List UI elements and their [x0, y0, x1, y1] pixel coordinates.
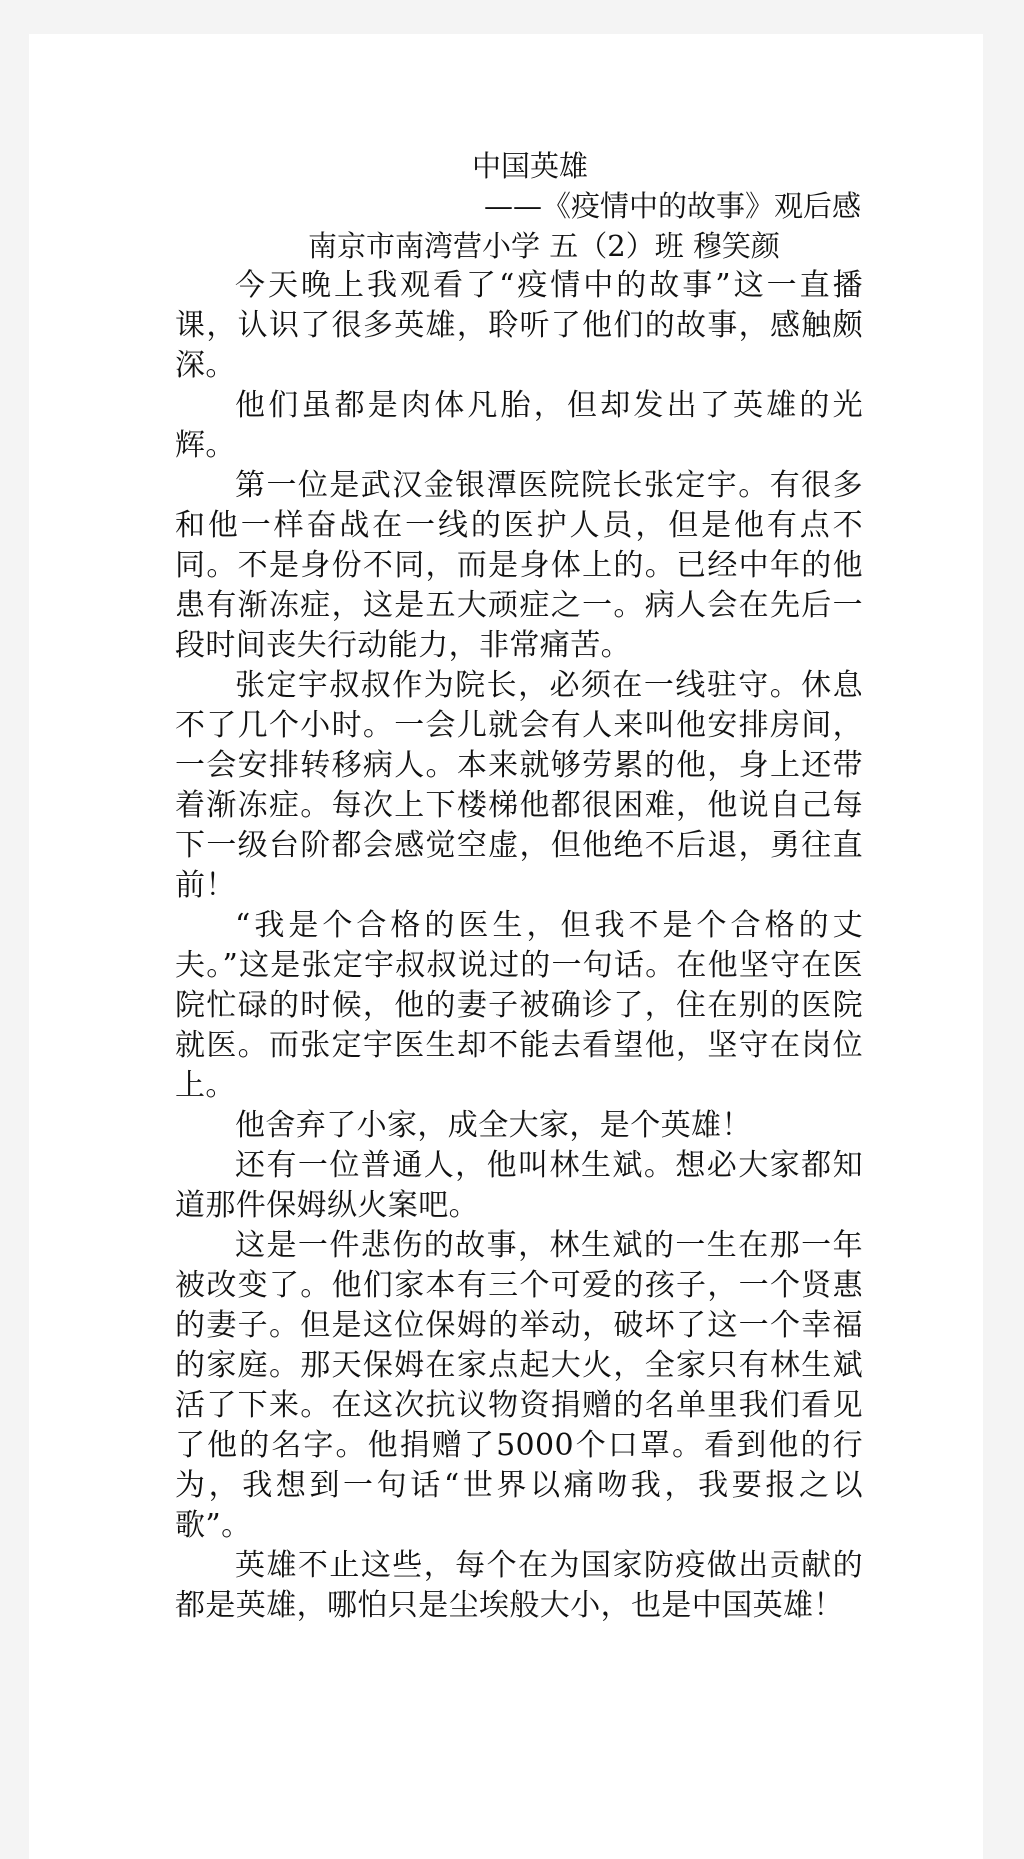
document-page	[29, 34, 983, 1859]
essay-paragraph: 他舍弃了小家，成全大家，是个英雄！	[235, 1108, 752, 1143]
essay-paragraph: “我是个合格的医生，但我不是个合格的丈夫。”这是张定宇叔叔说过的一句话。在他坚守在医院忙碌的时候，他的妻子被确诊了，住在别的医院就医。而张定宇医生却不能去看望他，坚守在岗位上。	[175, 908, 863, 1103]
essay-paragraph: 今天晚上我观看了“疫情中的故事”这一直播课，认识了很多英雄，聆听了他们的故事，感触颇深。	[175, 268, 863, 383]
essay-subtitle: ——《疫情中的故事》观后感	[483, 189, 861, 223]
essay-title: 中国英雄	[471, 149, 588, 183]
essay-paragraph: 张定宇叔叔作为院长，必须在一线驻守。休息不了几个小时。一会儿就会有人来叫他安排房间，一会安排转移病人。本来就够劳累的他，身上还带着渐冻症。每次上下楼梯他都很困难，他说自己每下一级台阶都会感觉空虚，但他绝不后退，勇往直前！	[175, 668, 863, 903]
essay-paragraph: 这是一件悲伤的故事，林生斌的一生在那一年被改变了。他们家本有三个可爱的孩子，一个贤惠的妻子。但是这位保姆的举动，破坏了这一个幸福的家庭。那天保姆在家点起大火，全家只有林生斌活了下来。在这次抗议物资捐赠的名单里我们看见了他的名字。他捐赠了5000个口罩。看到他的行为，我想到一句话“世界以痛吻我，我要报之以歌”。	[175, 1228, 863, 1543]
essay-author: 南京市南湾营小学 五（2）班 穆笑颜	[308, 229, 780, 263]
essay-content	[175, 146, 863, 1626]
essay-paragraph: 第一位是武汉金银潭医院院长张定宇。有很多和他一样奋战在一线的医护人员，但是他有点不同。不是身份不同，而是身体上的。已经中年的他患有渐冻症，这是五大顽症之一。病人会在先后一段时间丧失行动能力，非常痛苦。	[175, 468, 863, 663]
essay-paragraph: 他们虽都是肉体凡胎，但却发出了英雄的光辉。	[175, 388, 863, 463]
essay-paragraph: 英雄不止这些，每个在为国家防疫做出贡献的都是英雄，哪怕只是尘埃般大小，也是中国英雄！	[175, 1548, 863, 1623]
essay-paragraph: 还有一位普通人，他叫林生斌。想必大家都知道那件保姆纵火案吧。	[175, 1148, 863, 1223]
